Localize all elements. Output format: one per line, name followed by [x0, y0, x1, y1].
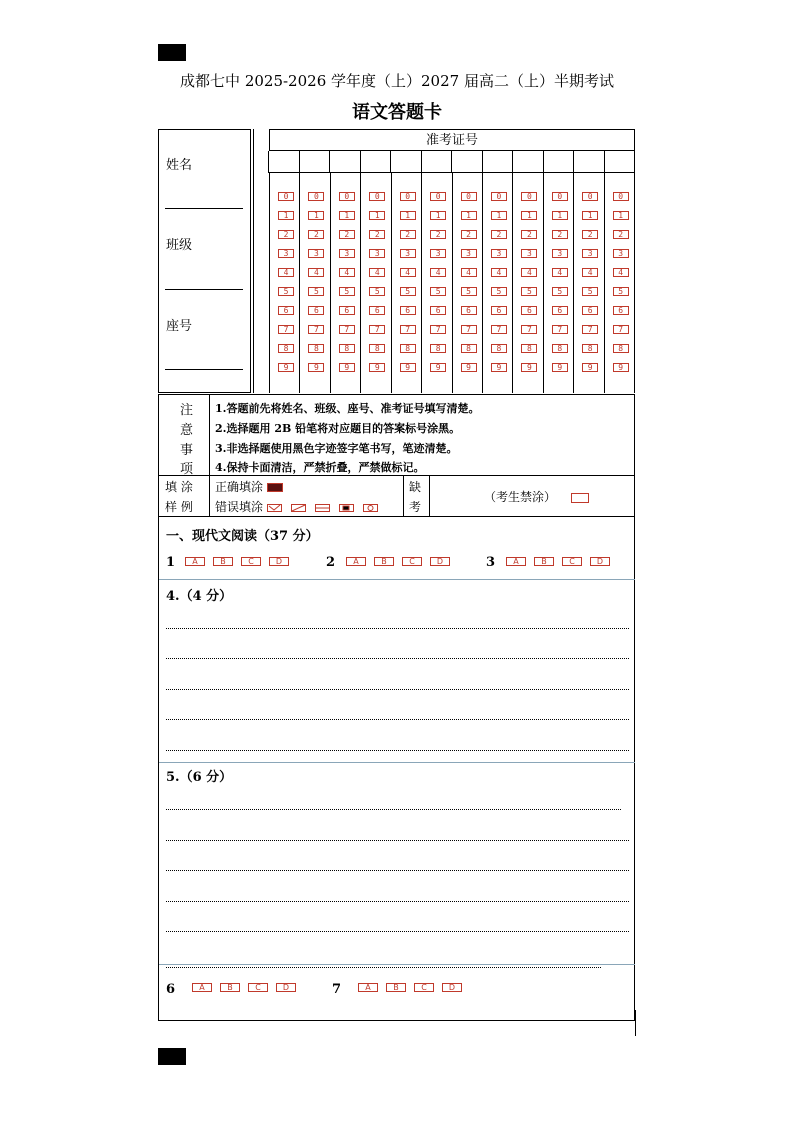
- exam-id-digit-bubble[interactable]: 8: [552, 344, 568, 353]
- margin-rule: [635, 1010, 636, 1036]
- exam-id-write-cell[interactable]: [360, 151, 392, 173]
- question-number: 7: [332, 982, 342, 997]
- exam-id-digit-bubble[interactable]: 9: [521, 363, 537, 372]
- exam-id-digit-bubble[interactable]: 8: [582, 344, 598, 353]
- seat-field[interactable]: [165, 369, 243, 370]
- answer-line[interactable]: [166, 840, 629, 841]
- exam-id-digit-bubble[interactable]: 8: [369, 344, 385, 353]
- question-5-heading: 5.（6 分）: [166, 770, 233, 785]
- choice-bubble[interactable]: B: [386, 983, 406, 992]
- exam-id-write-cell[interactable]: [268, 151, 300, 173]
- exam-id-digit-bubble[interactable]: 3: [400, 249, 416, 258]
- instructions-char: 事: [180, 443, 194, 458]
- exam-id-digit-bubble[interactable]: 0: [491, 192, 507, 201]
- exam-id-digit-bubble[interactable]: 5: [613, 287, 629, 296]
- exam-id-digit-bubble[interactable]: 6: [491, 306, 507, 315]
- exam-id-digit-bubble[interactable]: 9: [308, 363, 324, 372]
- choice-bubble[interactable]: C: [402, 557, 422, 566]
- section-title: 一、现代文阅读（37 分）: [166, 529, 319, 544]
- exam-id-write-cell[interactable]: [421, 151, 453, 173]
- exam-id-digit-bubble[interactable]: 8: [400, 344, 416, 353]
- choice-group-q6: [192, 983, 296, 992]
- choice-bubble[interactable]: A: [506, 557, 526, 566]
- exam-id-digit-bubble[interactable]: 3: [461, 249, 477, 258]
- choice-bubble[interactable]: D: [430, 557, 450, 566]
- instructions-char: 注: [180, 403, 194, 418]
- exam-id-digit-bubble[interactable]: 6: [552, 306, 568, 315]
- exam-id-digit-bubble[interactable]: 4: [491, 268, 507, 277]
- choice-group-q3: [506, 557, 610, 566]
- answer-line[interactable]: [166, 870, 629, 871]
- exam-id-digit-bubble[interactable]: 3: [339, 249, 355, 258]
- exam-id-digit-bubble[interactable]: 4: [613, 268, 629, 277]
- registration-mark-top: [158, 44, 186, 61]
- exam-id-digit-bubble[interactable]: 7: [552, 325, 568, 334]
- instruction-item: 1.答题前先将姓名、班级、座号、准考证号填写清楚。: [215, 402, 480, 415]
- answer-card-title: 语文答题卡: [352, 102, 442, 123]
- question-number: 3: [486, 555, 496, 570]
- exam-id-digit-bubble[interactable]: 7: [339, 325, 355, 334]
- exam-id-digit-bubble[interactable]: 2: [430, 230, 446, 239]
- answer-line[interactable]: [166, 719, 629, 720]
- exam-id-write-cell[interactable]: [604, 151, 636, 173]
- correct-fill-label: 正确填涂: [215, 480, 264, 494]
- exam-id-digit-bubble[interactable]: 1: [491, 211, 507, 220]
- question-number: 6: [166, 982, 176, 997]
- exam-id-column: [573, 173, 603, 393]
- exam-id-digit-bubble[interactable]: 7: [521, 325, 537, 334]
- instruction-item: 3.非选择题使用黑色字迹签字笔书写，笔迹清楚。: [215, 442, 458, 455]
- exam-id-digit-bubble[interactable]: 3: [491, 249, 507, 258]
- fill-sample-label-top: 填 涂: [165, 480, 193, 494]
- exam-id-digit-bubble[interactable]: 7: [400, 325, 416, 334]
- exam-id-digit-bubble[interactable]: 4: [430, 268, 446, 277]
- exam-id-digit-bubble[interactable]: 1: [278, 211, 294, 220]
- exam-id-title: 准考证号: [269, 129, 635, 151]
- answer-line[interactable]: [166, 967, 601, 968]
- exam-id-digit-bubble[interactable]: 3: [278, 249, 294, 258]
- answer-line[interactable]: [166, 931, 629, 932]
- choice-bubble[interactable]: C: [562, 557, 582, 566]
- exam-id-digit-bubble[interactable]: 6: [521, 306, 537, 315]
- fill-sample-row: [158, 476, 635, 517]
- exam-id-write-cell[interactable]: [512, 151, 544, 173]
- exam-id-digit-bubble[interactable]: 9: [491, 363, 507, 372]
- registration-mark-bottom: [158, 1048, 186, 1065]
- absent-label-bottom: 考: [409, 500, 422, 514]
- exam-id-column: [543, 173, 573, 393]
- exam-id-digit-bubble[interactable]: 7: [308, 325, 324, 334]
- exam-id-bubble-grid: [269, 173, 635, 393]
- exam-id-digit-bubble[interactable]: 6: [369, 306, 385, 315]
- exam-id-column: [269, 173, 299, 393]
- exam-id-digit-bubble[interactable]: 0: [521, 192, 537, 201]
- exam-id-column: [360, 173, 390, 393]
- exam-id-digit-bubble[interactable]: 4: [339, 268, 355, 277]
- instructions-box: [158, 394, 635, 476]
- instructions-char: 意: [180, 423, 194, 438]
- question-4-heading: 4.（4 分）: [166, 589, 233, 604]
- exam-id-digit-bubble[interactable]: 8: [308, 344, 324, 353]
- exam-id-digit-bubble[interactable]: 7: [491, 325, 507, 334]
- choice-bubble[interactable]: B: [374, 557, 394, 566]
- exam-id-digit-bubble[interactable]: 2: [369, 230, 385, 239]
- exam-id-digit-bubble[interactable]: 0: [339, 192, 355, 201]
- exam-id-column: [512, 173, 542, 393]
- exam-id-digit-bubble[interactable]: 0: [552, 192, 568, 201]
- choice-bubble[interactable]: B: [534, 557, 554, 566]
- exam-id-digit-bubble[interactable]: 4: [521, 268, 537, 277]
- choice-bubble[interactable]: A: [346, 557, 366, 566]
- exam-id-write-cell[interactable]: [451, 151, 483, 173]
- correct-fill-sample: [267, 483, 283, 492]
- name-field[interactable]: [165, 208, 243, 209]
- choice-bubble[interactable]: D: [269, 557, 289, 566]
- exam-id-digit-bubble[interactable]: 9: [339, 363, 355, 372]
- exam-id-write-cell[interactable]: [299, 151, 331, 173]
- exam-id-digit-bubble[interactable]: 1: [369, 211, 385, 220]
- student-info-box: [158, 129, 251, 393]
- exam-id-digit-bubble[interactable]: 1: [430, 211, 446, 220]
- question-number: 2: [326, 555, 336, 570]
- choice-bubble[interactable]: A: [185, 557, 205, 566]
- exam-id-digit-bubble[interactable]: 1: [582, 211, 598, 220]
- exam-id-digit-bubble[interactable]: 3: [582, 249, 598, 258]
- exam-id-digit-bubble[interactable]: 4: [461, 268, 477, 277]
- exam-id-digit-bubble[interactable]: 8: [521, 344, 537, 353]
- exam-id-digit-bubble[interactable]: 1: [552, 211, 568, 220]
- exam-id-digit-bubble[interactable]: 0: [400, 192, 416, 201]
- exam-id-digit-bubble[interactable]: 8: [278, 344, 294, 353]
- exam-id-column: [299, 173, 329, 393]
- exam-id-digit-bubble[interactable]: 2: [521, 230, 537, 239]
- exam-id-column: [604, 173, 635, 393]
- instructions-char: 项: [180, 462, 194, 477]
- exam-id-box: [253, 129, 635, 393]
- instruction-item: 2.选择题用 2B 铅笔将对应题目的答案标号涂黑。: [215, 422, 461, 435]
- exam-id-digit-bubble[interactable]: 5: [339, 287, 355, 296]
- exam-id-digit-bubble[interactable]: 1: [461, 211, 477, 220]
- exam-id-digit-bubble[interactable]: 5: [430, 287, 446, 296]
- exam-id-digit-bubble[interactable]: 8: [339, 344, 355, 353]
- exam-id-digit-bubble[interactable]: 9: [400, 363, 416, 372]
- exam-id-digit-bubble[interactable]: 5: [552, 287, 568, 296]
- exam-id-digit-bubble[interactable]: 2: [613, 230, 629, 239]
- exam-id-digit-bubble[interactable]: 4: [400, 268, 416, 277]
- exam-id-write-cell[interactable]: [482, 151, 514, 173]
- answer-line[interactable]: [166, 901, 629, 902]
- exam-id-column: [452, 173, 482, 393]
- exam-id-digit-bubble[interactable]: 3: [369, 249, 385, 258]
- exam-id-digit-bubble[interactable]: 4: [369, 268, 385, 277]
- exam-id-digit-bubble[interactable]: 8: [491, 344, 507, 353]
- exam-id-digit-bubble[interactable]: 5: [278, 287, 294, 296]
- exam-id-digit-bubble[interactable]: 1: [613, 211, 629, 220]
- exam-id-digit-bubble[interactable]: 1: [400, 211, 416, 220]
- exam-id-digit-bubble[interactable]: 2: [582, 230, 598, 239]
- exam-id-digit-bubble[interactable]: 4: [582, 268, 598, 277]
- exam-id-digit-bubble[interactable]: 3: [308, 249, 324, 258]
- exam-id-write-cell[interactable]: [390, 151, 422, 173]
- exam-id-digit-bubble[interactable]: 8: [430, 344, 446, 353]
- exam-id-digit-bubble[interactable]: 2: [552, 230, 568, 239]
- exam-id-digit-bubble[interactable]: 6: [339, 306, 355, 315]
- exam-id-digit-bubble[interactable]: 7: [582, 325, 598, 334]
- wrong-fill-samples: [267, 503, 379, 513]
- exam-id-digit-bubble[interactable]: 2: [339, 230, 355, 239]
- answer-line[interactable]: [166, 628, 629, 629]
- choice-bubble[interactable]: D: [276, 983, 296, 992]
- exam-id-digit-bubble[interactable]: 3: [552, 249, 568, 258]
- choice-group-q1: [185, 557, 289, 566]
- exam-title: 成都七中 2025-2026 学年度（上）2027 届高二（上）半期考试: [180, 72, 614, 90]
- exam-id-digit-bubble[interactable]: 8: [461, 344, 477, 353]
- exam-id-digit-bubble[interactable]: 0: [582, 192, 598, 201]
- exam-id-digit-bubble[interactable]: 7: [613, 325, 629, 334]
- choice-bubble[interactable]: D: [590, 557, 610, 566]
- absent-bubble[interactable]: [571, 493, 589, 503]
- choice-bubble[interactable]: C: [241, 557, 261, 566]
- exam-id-digit-bubble[interactable]: 7: [278, 325, 294, 334]
- exam-id-digit-bubble[interactable]: 9: [582, 363, 598, 372]
- absent-label-top: 缺: [409, 480, 422, 494]
- exam-id-digit-bubble[interactable]: 2: [400, 230, 416, 239]
- exam-id-digit-bubble[interactable]: 7: [430, 325, 446, 334]
- exam-id-digit-bubble[interactable]: 8: [613, 344, 629, 353]
- choice-group-q2: [346, 557, 450, 566]
- exam-id-digit-bubble[interactable]: 5: [400, 287, 416, 296]
- choice-bubble[interactable]: C: [248, 983, 268, 992]
- exam-id-column: [482, 173, 512, 393]
- exam-id-digit-bubble[interactable]: 5: [308, 287, 324, 296]
- exam-id-digit-bubble[interactable]: 3: [613, 249, 629, 258]
- exam-id-digit-bubble[interactable]: 0: [369, 192, 385, 201]
- exam-id-digit-bubble[interactable]: 0: [308, 192, 324, 201]
- exam-id-digit-bubble[interactable]: 0: [430, 192, 446, 201]
- exam-id-digit-bubble[interactable]: 5: [521, 287, 537, 296]
- exam-id-digit-bubble[interactable]: 9: [430, 363, 446, 372]
- exam-id-column: [330, 173, 360, 393]
- exam-id-digit-bubble[interactable]: 5: [582, 287, 598, 296]
- class-label: 班级: [166, 238, 193, 253]
- choice-bubble[interactable]: C: [414, 983, 434, 992]
- choice-bubble[interactable]: D: [442, 983, 462, 992]
- exam-id-digit-bubble[interactable]: 9: [552, 363, 568, 372]
- exam-id-digit-bubble[interactable]: 2: [278, 230, 294, 239]
- exam-id-digit-bubble[interactable]: 6: [613, 306, 629, 315]
- exam-id-digit-bubble[interactable]: 6: [278, 306, 294, 315]
- exam-id-digit-bubble[interactable]: 3: [521, 249, 537, 258]
- wrong-fill-label: 错误填涂: [215, 500, 264, 514]
- exam-id-digit-bubble[interactable]: 4: [278, 268, 294, 277]
- answer-line[interactable]: [166, 689, 629, 690]
- exam-id-digit-bubble[interactable]: 1: [308, 211, 324, 220]
- exam-id-digit-bubble[interactable]: 6: [400, 306, 416, 315]
- exam-id-write-cells: [269, 151, 635, 173]
- no-fill-note: （考生禁涂）: [484, 490, 557, 504]
- exam-id-digit-bubble[interactable]: 3: [430, 249, 446, 258]
- answer-line[interactable]: [166, 809, 621, 810]
- exam-id-digit-bubble[interactable]: 0: [278, 192, 294, 201]
- exam-id-digit-bubble[interactable]: 6: [308, 306, 324, 315]
- answer-line[interactable]: [166, 658, 629, 659]
- exam-id-digit-bubble[interactable]: 5: [461, 287, 477, 296]
- exam-id-digit-bubble[interactable]: 4: [308, 268, 324, 277]
- exam-id-digit-bubble[interactable]: 1: [339, 211, 355, 220]
- name-label: 姓名: [166, 158, 193, 173]
- exam-id-digit-bubble[interactable]: 9: [369, 363, 385, 372]
- fill-sample-label-bottom: 样 例: [165, 500, 193, 514]
- exam-id-digit-bubble[interactable]: 9: [461, 363, 477, 372]
- exam-id-digit-bubble[interactable]: 9: [613, 363, 629, 372]
- exam-id-digit-bubble[interactable]: 0: [613, 192, 629, 201]
- answer-line[interactable]: [166, 750, 629, 751]
- choice-bubble[interactable]: A: [192, 983, 212, 992]
- exam-id-digit-bubble[interactable]: 2: [461, 230, 477, 239]
- exam-id-digit-bubble[interactable]: 2: [491, 230, 507, 239]
- exam-id-digit-bubble[interactable]: 0: [461, 192, 477, 201]
- exam-id-write-cell[interactable]: [543, 151, 575, 173]
- exam-id-digit-bubble[interactable]: 6: [582, 306, 598, 315]
- seat-label: 座号: [166, 319, 193, 334]
- choice-group-q7: [358, 983, 462, 992]
- choice-bubble[interactable]: B: [220, 983, 240, 992]
- exam-id-digit-bubble[interactable]: 5: [369, 287, 385, 296]
- choice-bubble[interactable]: A: [358, 983, 378, 992]
- instruction-item: 4.保持卡面清洁，严禁折叠，严禁做标记。: [215, 461, 425, 474]
- class-field[interactable]: [165, 289, 243, 290]
- exam-id-digit-bubble[interactable]: 1: [521, 211, 537, 220]
- exam-id-digit-bubble[interactable]: 5: [491, 287, 507, 296]
- section-modern-reading: [158, 517, 635, 1021]
- exam-id-digit-bubble[interactable]: 6: [430, 306, 446, 315]
- choice-bubble[interactable]: B: [213, 557, 233, 566]
- exam-id-write-cell[interactable]: [573, 151, 605, 173]
- exam-id-column: [421, 173, 451, 393]
- exam-id-write-cell[interactable]: [329, 151, 361, 173]
- exam-id-column: [391, 173, 421, 393]
- exam-id-digit-bubble[interactable]: 2: [308, 230, 324, 239]
- exam-id-digit-bubble[interactable]: 6: [461, 306, 477, 315]
- exam-id-digit-bubble[interactable]: 7: [369, 325, 385, 334]
- exam-id-digit-bubble[interactable]: 7: [461, 325, 477, 334]
- question-number: 1: [166, 555, 176, 570]
- instructions-side-label: [159, 395, 210, 475]
- exam-id-digit-bubble[interactable]: 4: [552, 268, 568, 277]
- exam-id-digit-bubble[interactable]: 9: [278, 363, 294, 372]
